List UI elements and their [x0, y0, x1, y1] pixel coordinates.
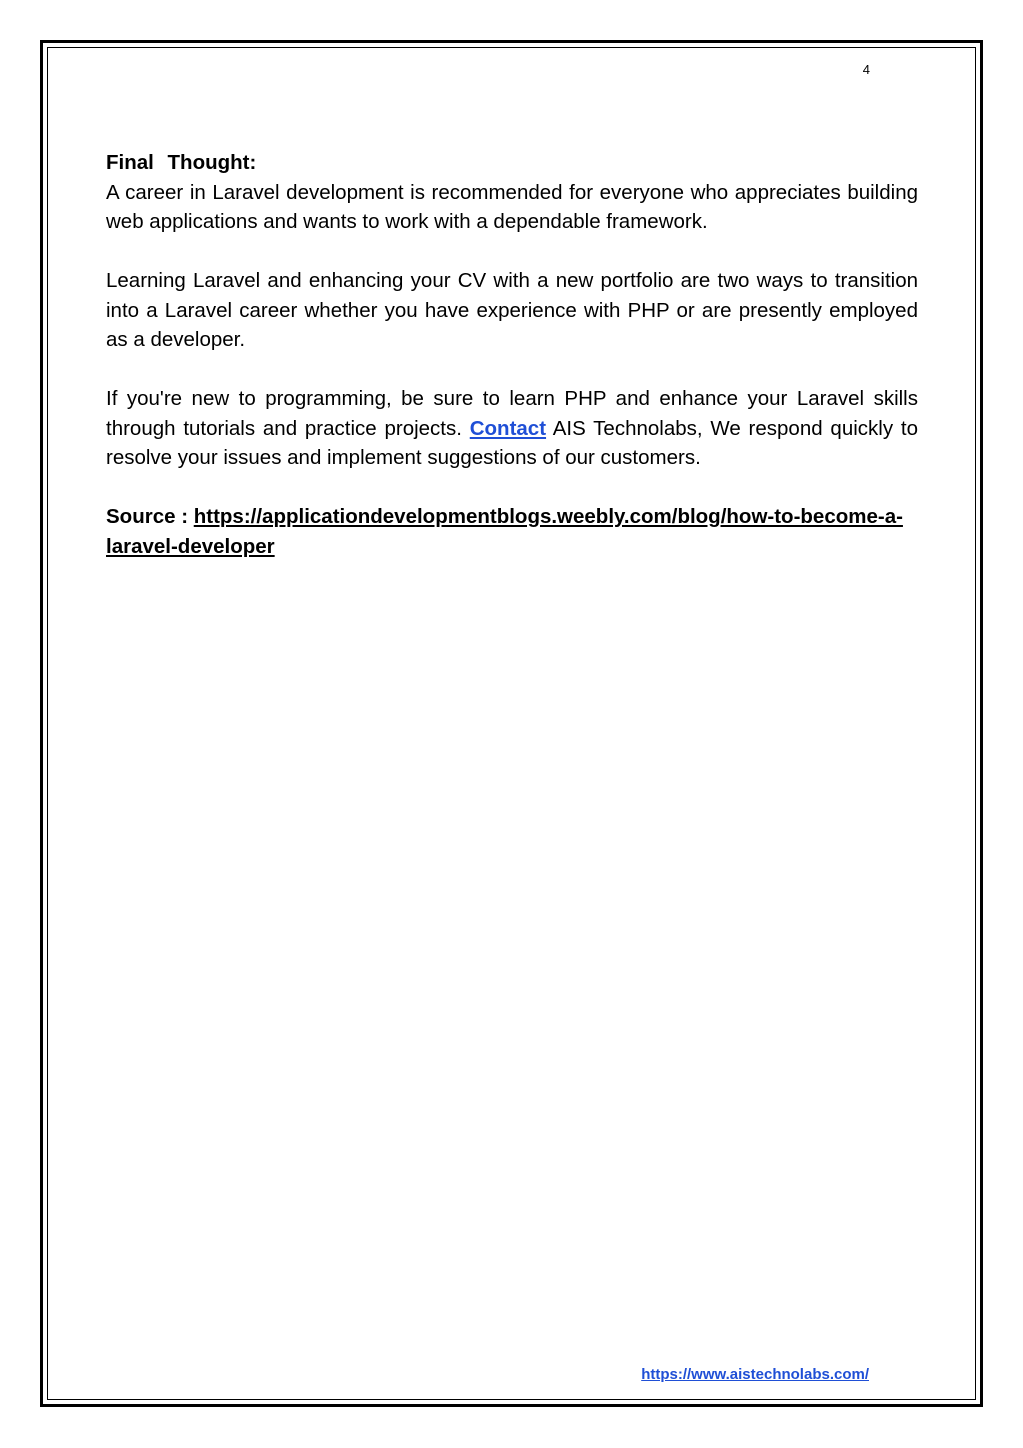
paragraph-3-text-before: If you're new to programming, be sure to learn PHP and enhance your Laravel skills through tutorials and practice projects. [106, 387, 918, 440]
contact-link[interactable]: Contact [469, 416, 547, 440]
document-body [106, 148, 918, 591]
footer-website-link[interactable]: https://www.aistechnolabs.com/ [641, 1366, 869, 1383]
paragraph-1: A career in Laravel development is recommended for everyone who appreciates building web applications and wants to work with a dependable framework. [106, 180, 918, 233]
paragraph-3 [106, 384, 918, 473]
section-heading: Final Thought: [106, 151, 257, 174]
paragraph-2: Learning Laravel and enhancing your CV with a new portfolio are two ways to transition into a Laravel career whether you have experience with PHP or are presently employed as a developer. [106, 269, 918, 351]
source-link[interactable]: https://applicationdevelopmentblogs.weebly.com/blog/how-to-become-a-laravel-developer [106, 505, 903, 558]
page-number: 4 [862, 62, 870, 77]
source-label: Source : [106, 505, 189, 528]
paragraph-3-text-after: AIS Technolabs, We respond quickly to resolve your issues and implement suggestions of our customers. [106, 416, 918, 469]
source-line [106, 502, 918, 561]
